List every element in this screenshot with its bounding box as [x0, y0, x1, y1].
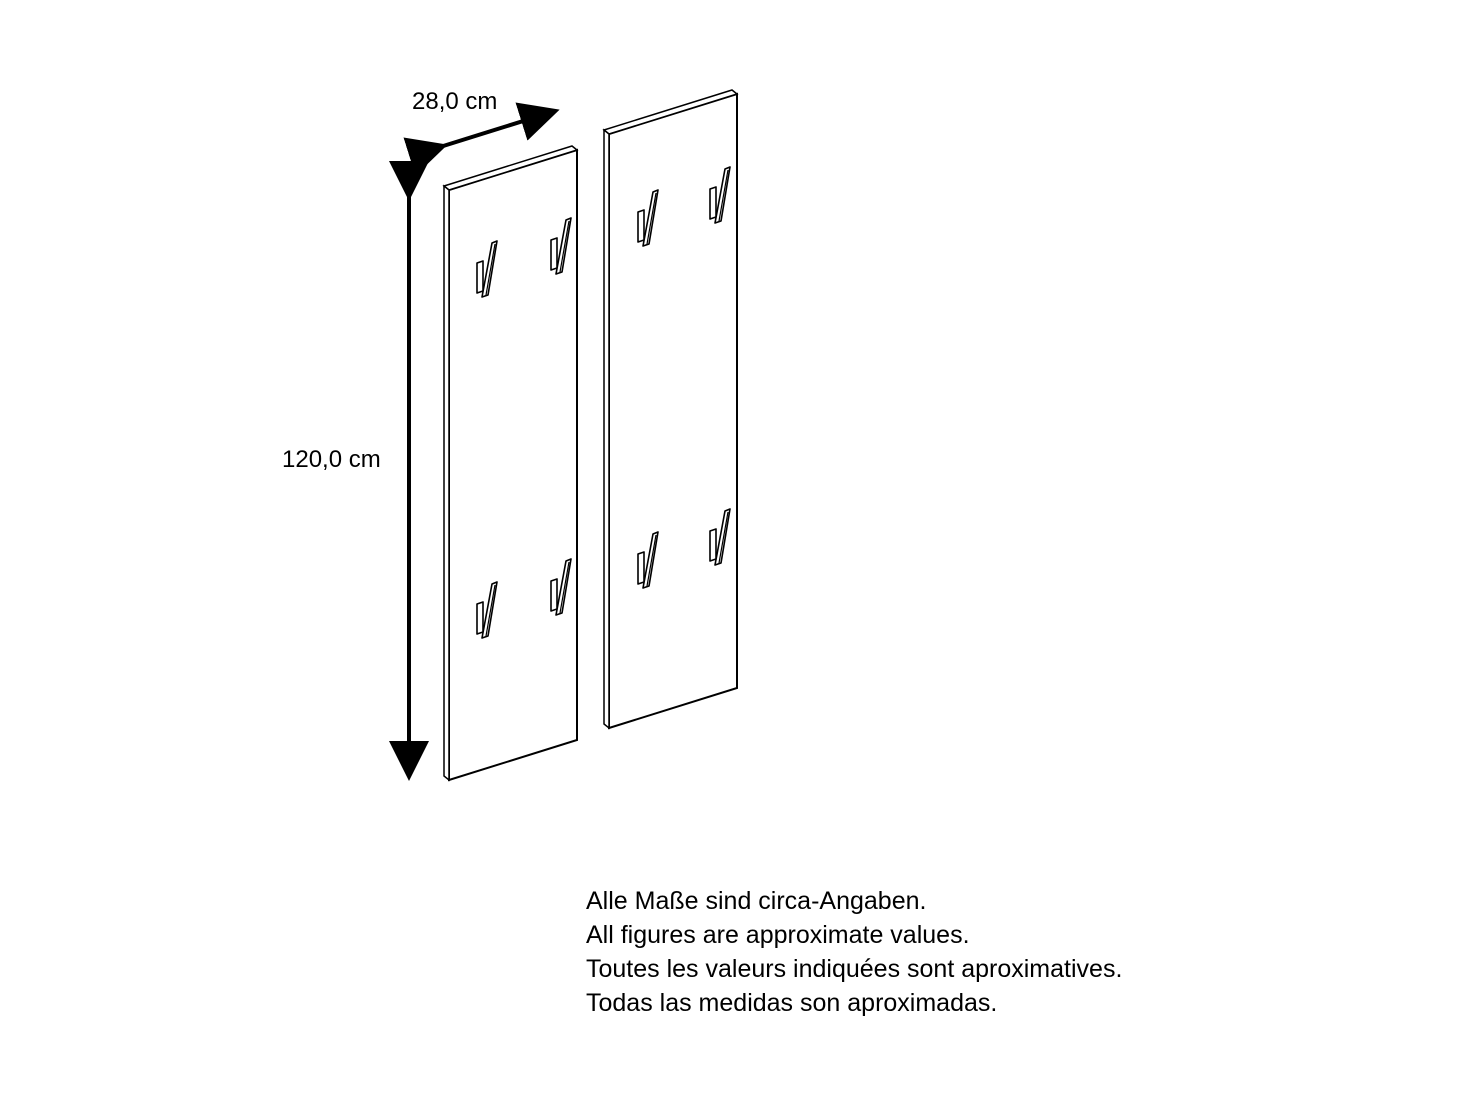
height-label: 120,0 cm: [282, 446, 381, 473]
note-line-en: All figures are approximate values.: [586, 921, 970, 949]
width-dimension: [412, 88, 552, 147]
note-line-fr: Toutes les valeurs indiquées sont aproximatives.: [586, 955, 1123, 983]
panel-right: [604, 90, 737, 728]
panel-right-front: [609, 94, 737, 728]
note-line-es: Todas las medidas son aproximadas.: [586, 989, 998, 1017]
note-line-de: Alle Maße sind circa-Angaben.: [586, 887, 927, 915]
width-arrow: [440, 112, 552, 147]
width-label: 28,0 cm: [412, 88, 498, 115]
panel-left-side: [444, 186, 449, 780]
height-dimension: [282, 193, 409, 773]
panel-right-side: [604, 130, 609, 728]
approximate-values-note: [586, 884, 1122, 1020]
